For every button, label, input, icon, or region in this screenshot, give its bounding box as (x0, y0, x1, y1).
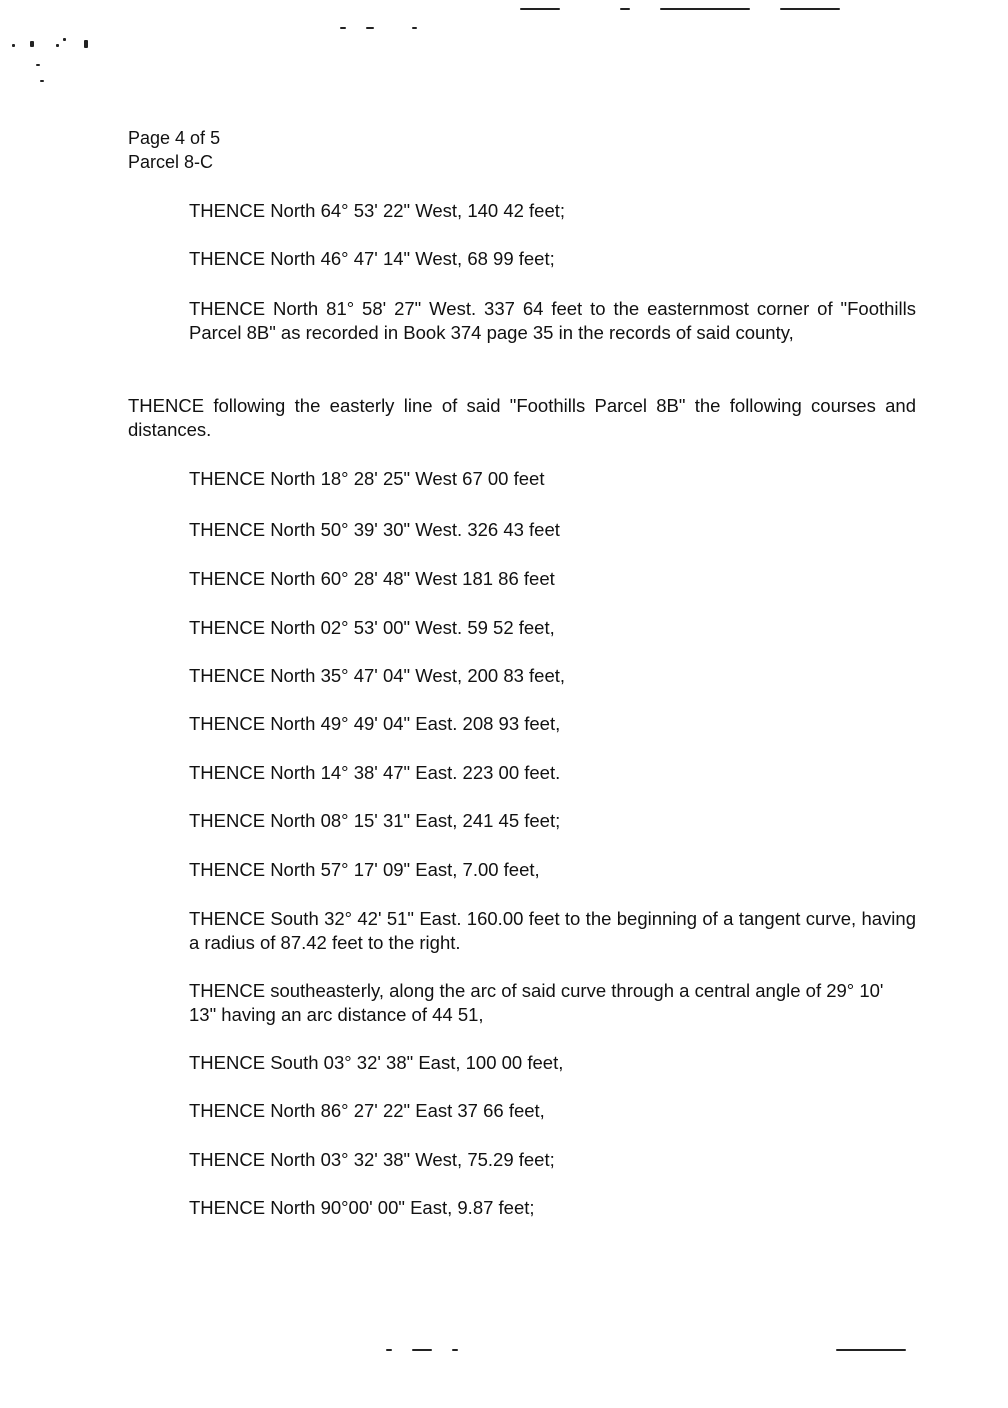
course-line: THENCE North 14° 38' 47" East. 223 00 feet. (189, 762, 561, 783)
scan-speck (452, 1349, 458, 1351)
course-paragraph: THENCE southeasterly, along the arc of said curve through a central angle of 29° 10' 13" having an arc distance of 44 51, (189, 980, 884, 1025)
page-number: Page 4 of 5 (128, 128, 221, 148)
course-line: THENCE North 50° 39' 30" West. 326 43 feet (189, 519, 560, 540)
parcel-label: Parcel 8-C (128, 152, 214, 172)
course-line: THENCE North 35° 47' 04" West, 200 83 feet, (189, 665, 566, 686)
course-line: THENCE South 03° 32' 38" East, 100 00 feet, (189, 1052, 564, 1073)
course-paragraph: THENCE South 32° 42' 51" East. 160.00 feet to the beginning of a tangent curve, having a radius of 87.42 feet to the right. (189, 908, 916, 953)
course-line: THENCE North 08° 15' 31" East, 241 45 feet; (189, 810, 561, 831)
course-line: THENCE North 57° 17' 09" East, 7.00 feet, (189, 859, 540, 880)
course-line: THENCE North 02° 53' 00" West. 59 52 feet, (189, 617, 555, 638)
following-paragraph: THENCE following the easterly line of said "Foothills Parcel 8B" the following courses and distances. (128, 395, 916, 440)
page-header (128, 126, 220, 174)
course-line: THENCE North 03° 32' 38" West, 75.29 feet; (189, 1149, 555, 1170)
course-line: THENCE North 18° 28' 25" West 67 00 feet (189, 468, 545, 489)
scan-speck (520, 8, 560, 10)
scan-speck (340, 27, 346, 29)
course-line: THENCE North 60° 28' 48" West 181 86 feet (189, 568, 555, 589)
scan-speck (412, 27, 417, 29)
scan-speck (84, 40, 88, 48)
course-line: THENCE North 64° 53' 22" West, 140 42 feet; (189, 200, 566, 221)
scan-speck (660, 8, 750, 10)
scan-speck (836, 1349, 906, 1351)
scan-speck (12, 44, 15, 47)
scan-speck (366, 27, 374, 29)
scan-speck (40, 80, 44, 82)
course-line: THENCE North 49° 49' 04" East. 208 93 feet, (189, 713, 561, 734)
scan-speck (63, 38, 66, 41)
course-paragraph: THENCE North 81° 58' 27" West. 337 64 feet to the easternmost corner of "Foothills Parcel 8B" as recorded in Book 374 page 35 in the records of said county, (189, 298, 916, 343)
course-line: THENCE North 86° 27' 22" East 37 66 feet, (189, 1100, 545, 1121)
scan-speck (36, 64, 40, 66)
scan-speck (412, 1349, 432, 1351)
course-line: THENCE North 46° 47' 14" West, 68 99 feet; (189, 248, 555, 269)
scan-speck (620, 8, 630, 10)
scan-speck (30, 41, 34, 47)
scan-speck (386, 1349, 392, 1351)
scan-speck (56, 44, 59, 47)
scan-speck (780, 8, 840, 10)
course-line: THENCE North 90°00' 00" East, 9.87 feet; (189, 1197, 535, 1218)
